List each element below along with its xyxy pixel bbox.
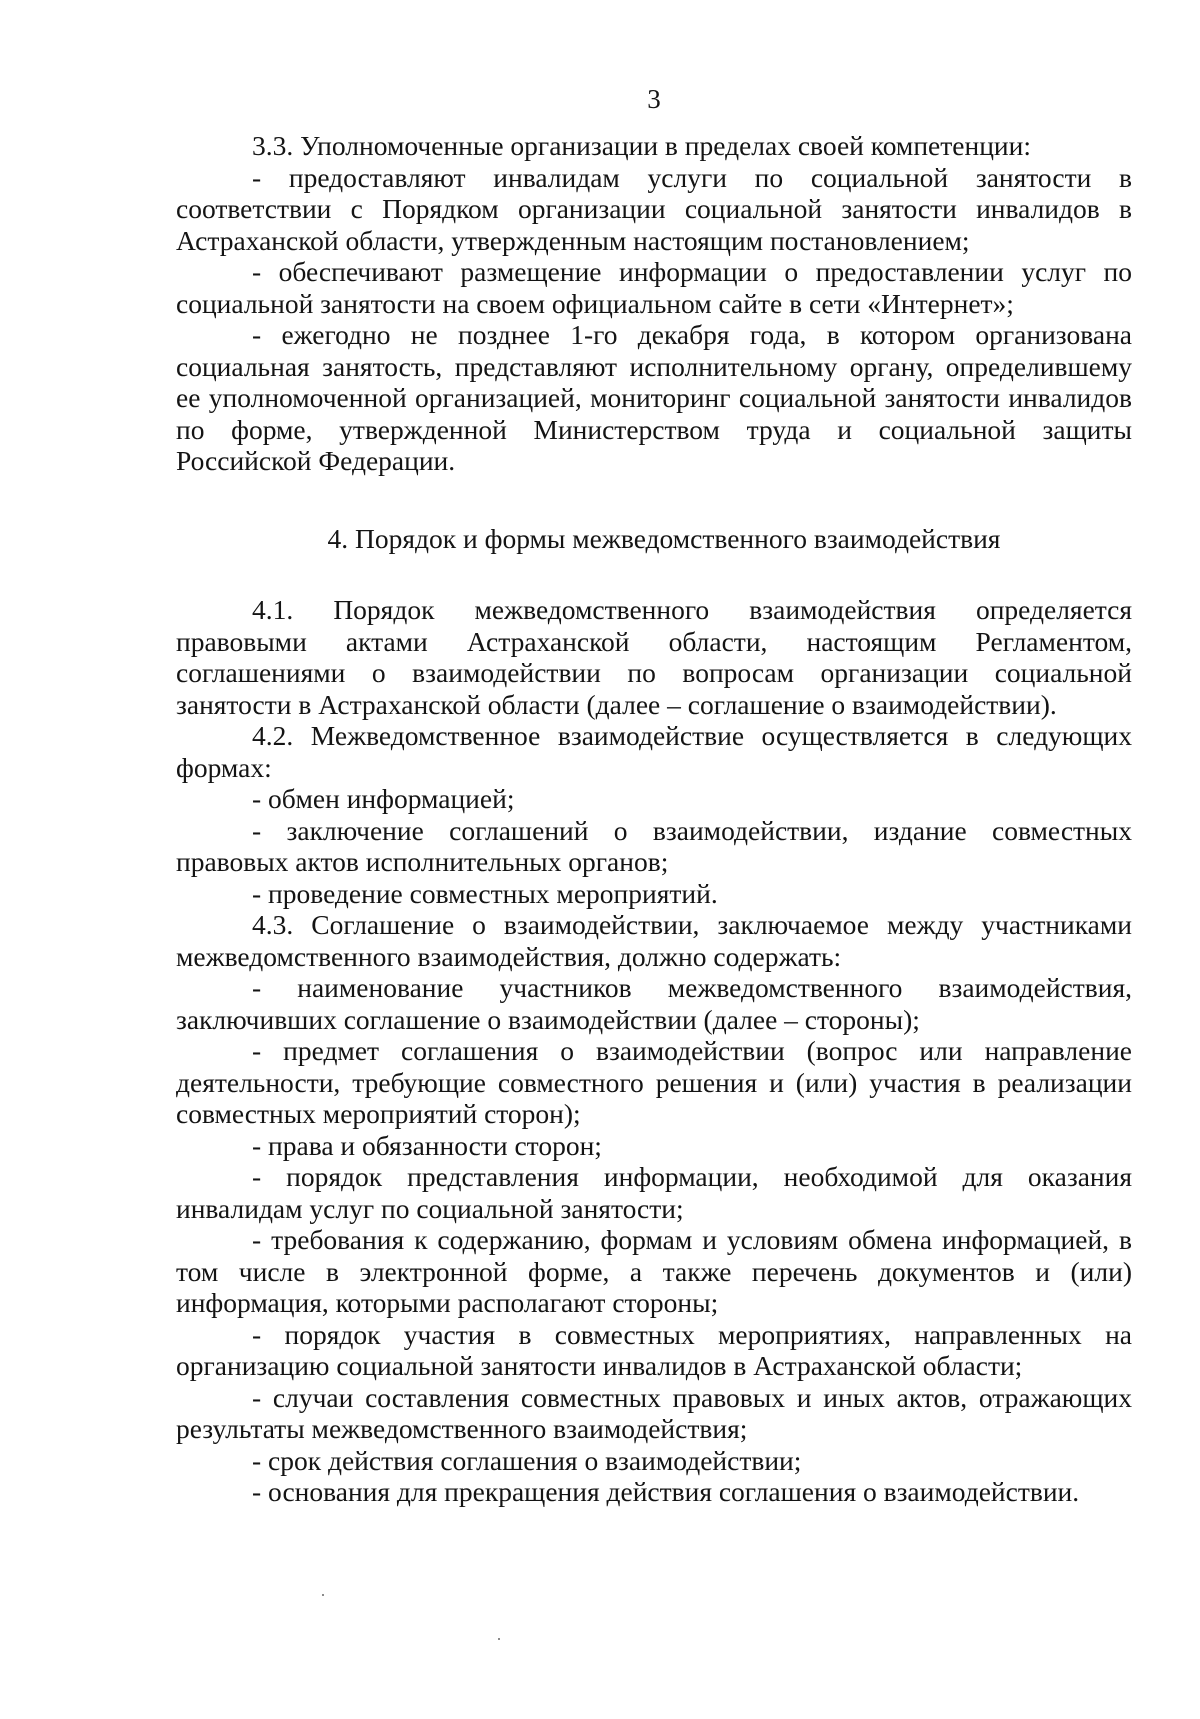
list-item: - ежегодно не позднее 1-го декабря года, в котором организована социальная занятость, представляют исполнительному органу, определившему ее уполномоченной организацией, мониторинг социальной занятости инвалидов по форме, утвержденной Министерством труда и социальной защиты Российской Федерации.: [176, 319, 1132, 476]
list-item: - предмет соглашения о взаимодействии (вопрос или направление деятельности, требующие совместного решения и (или) участия в реализации совместных мероприятий сторон);: [176, 1035, 1132, 1129]
list-item: - права и обязанности сторон;: [252, 1129, 602, 1161]
list-item: - случаи составления совместных правовых и иных актов, отражающих результаты межведомственного взаимодействия;: [176, 1381, 1132, 1444]
list-item: - срок действия соглашения о взаимодействии;: [252, 1444, 802, 1476]
list-item: - порядок участия в совместных мероприятиях, направленных на организацию социальной занятости инвалидов в Астраханской области;: [176, 1318, 1132, 1381]
paragraph-4-3: 4.3. Соглашение о взаимодействии, заключаемое между участниками межведомственного взаимодействия, должно содержать:: [176, 909, 1132, 972]
paragraph-4-2: 4.2. Межведомственное взаимодействие осуществляется в следующих формах:: [176, 720, 1132, 783]
list-item: - проведение совместных мероприятий.: [252, 877, 718, 909]
section-3-3-intro: 3.3. Уполномоченные организации в пределах своей компетенции:: [252, 130, 1031, 161]
section-3-3: [176, 130, 1132, 477]
paragraph-4-1: 4.1. Порядок межведомственного взаимодействия определяется правовыми актами Астраханской области, настоящим Регламентом, соглашениями о взаимодействии по вопросам организации социальной занятости в Астраханской области (далее – соглашение о взаимодействии).: [176, 594, 1132, 720]
list-item: - обмен информацией;: [252, 783, 515, 814]
scan-speck: [498, 1638, 500, 1640]
list-item: - предоставляют инвалидам услуги по социальной занятости в соответствии с Порядком организации социальной занятости инвалидов в Астраханской области, утвержденным настоящим постановлением;: [176, 161, 1132, 256]
list-item: - заключение соглашений о взаимодействии, издание совместных правовых актов исполнительных органов;: [176, 814, 1132, 877]
section-4: [176, 594, 1132, 1508]
list-item: - наименование участников межведомственного взаимодействия, заключивших соглашение о взаимодействии (далее – стороны);: [176, 972, 1132, 1035]
scan-speck: [322, 1594, 324, 1596]
list-item: - основания для прекращения действия соглашения о взаимодействии.: [252, 1476, 1080, 1507]
section-4-heading: 4. Порядок и формы межведомственного взаимодействия: [327, 522, 1001, 554]
page-number: 3: [647, 84, 661, 114]
list-item: - порядок представления информации, необходимой для оказания инвалидам услуг по социальной занятости;: [176, 1161, 1132, 1224]
list-item: - требования к содержанию, формам и условиям обмена информацией, в том числе в электронной форме, а также перечень документов и (или) информация, которыми располагают стороны;: [176, 1224, 1132, 1318]
list-item: - обеспечивают размещение информации о предоставлении услуг по социальной занятости на своем официальном сайте в сети «Интернет»;: [176, 256, 1132, 319]
